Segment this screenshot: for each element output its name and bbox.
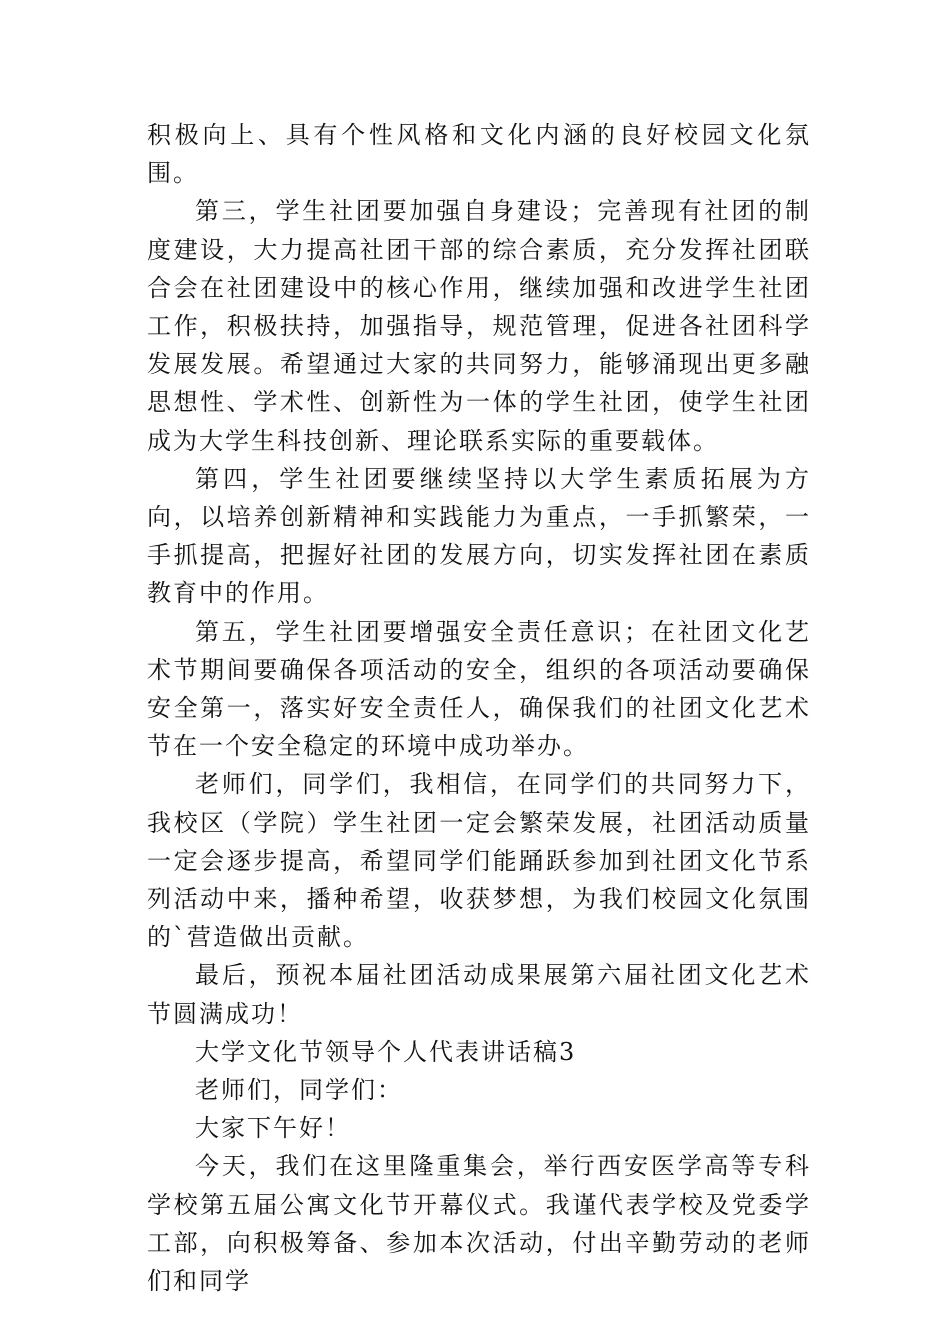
paragraph-opening: 今天，我们在这里隆重集会，举行西安医学高等专科学校第五届公寓文化节开幕仪式。我谨代表学校及党委学工部，向积极筹备、参加本次活动，付出辛勤劳动的老师们和同学: [147, 1152, 811, 1296]
paragraph-point-four: 第四，学生社团要继续坚持以大学生素质拓展为方向，以培养创新精神和实践能力为重点，一手抓繁荣，一手抓提高，把握好社团的发展方向，切实发挥社团在素质教育中的作用。: [147, 464, 811, 608]
paragraph-closing-wish: 最后，预祝本届社团活动成果展第六届社团文化艺术节圆满成功！: [147, 961, 811, 1028]
paragraph-point-five: 第五，学生社团要增强安全责任意识；在社团文化艺术节期间要确保各项活动的安全，组织的各项活动要确保安全第一，落实好安全责任人，确保我们的社团文化艺术节在一个安全稳定的环境中成功举办。: [147, 617, 811, 761]
document-body: [147, 116, 811, 1300]
greeting-salutation: 老师们，同学们：: [195, 1076, 403, 1105]
paragraph-point-three: 第三，学生社团要加强自身建设；完善现有社团的制度建设，大力提高社团干部的综合素质，充分发挥社团联合会在社团建设中的核心作用，继续加强和改进学生社团工作，积极扶持，加强指导，规范管理，促进各社团科学发展发展。希望通过大家的共同努力，能够涌现出更多融思想性、学术性、创新性为一体的学生社团，使学生社团成为大学生科技创新、理论联系实际的重要载体。: [147, 197, 811, 455]
paragraph-belief: 老师们，同学们，我相信，在同学们的共同努力下，我校区（学院）学生社团一定会繁荣发展，社团活动质量一定会逐步提高，希望同学们能踊跃参加到社团文化节系列活动中来，播种希望，收获梦想，为我们校园文化氛围的`营造做出贡献。: [147, 770, 811, 952]
greeting-afternoon: 大家下午好！: [195, 1114, 351, 1143]
speech-title: 大学文化节领导个人代表讲话稿3: [195, 1037, 577, 1066]
paragraph-continuation: 积极向上、具有个性风格和文化内涵的良好校园文化氛围。: [147, 121, 811, 188]
